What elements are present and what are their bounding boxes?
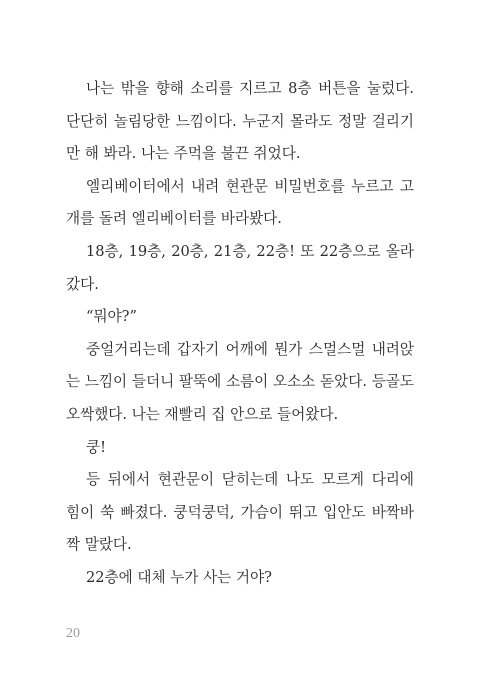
page-number: 20 [66, 626, 80, 641]
paragraph: 18층, 19층, 20층, 21층, 22층! 또 22층으로 올라갔다. [66, 242, 414, 293]
paragraph: 중얼거리는데 갑자기 어깨에 뭔가 스멀스멀 내려앉는 느낌이 들더니 팔뚝에 소름이 오소소 돋았다. 등골도 오싹했다. 나는 재빨리 집 안으로 들어왔다. [66, 340, 414, 423]
paragraph: “뭐야?” [86, 308, 137, 326]
paragraph: 나는 밖을 향해 소리를 지르고 8층 버튼을 눌렀다. 단단히 놀림당한 느낌이다. 누군지 몰라도 정말 걸리기만 해 봐라. 나는 주먹을 불끈 쥐었다. [66, 80, 414, 163]
paragraph: 등 뒤에서 현관문이 닫히는데 나도 모르게 다리에 힘이 쑥 빠졌다. 쿵덕쿵덕, 가슴이 뛰고 입안도 바짝바짝 말랐다. [66, 471, 414, 554]
paragraph: 엘리베이터에서 내려 현관문 비밀번호를 누르고 고개를 돌려 엘리베이터를 바라봤다. [66, 177, 414, 228]
paragraph: 22층에 대체 누가 사는 거야? [86, 568, 272, 586]
paragraph: 쿵! [86, 438, 106, 456]
body-text [66, 73, 414, 595]
